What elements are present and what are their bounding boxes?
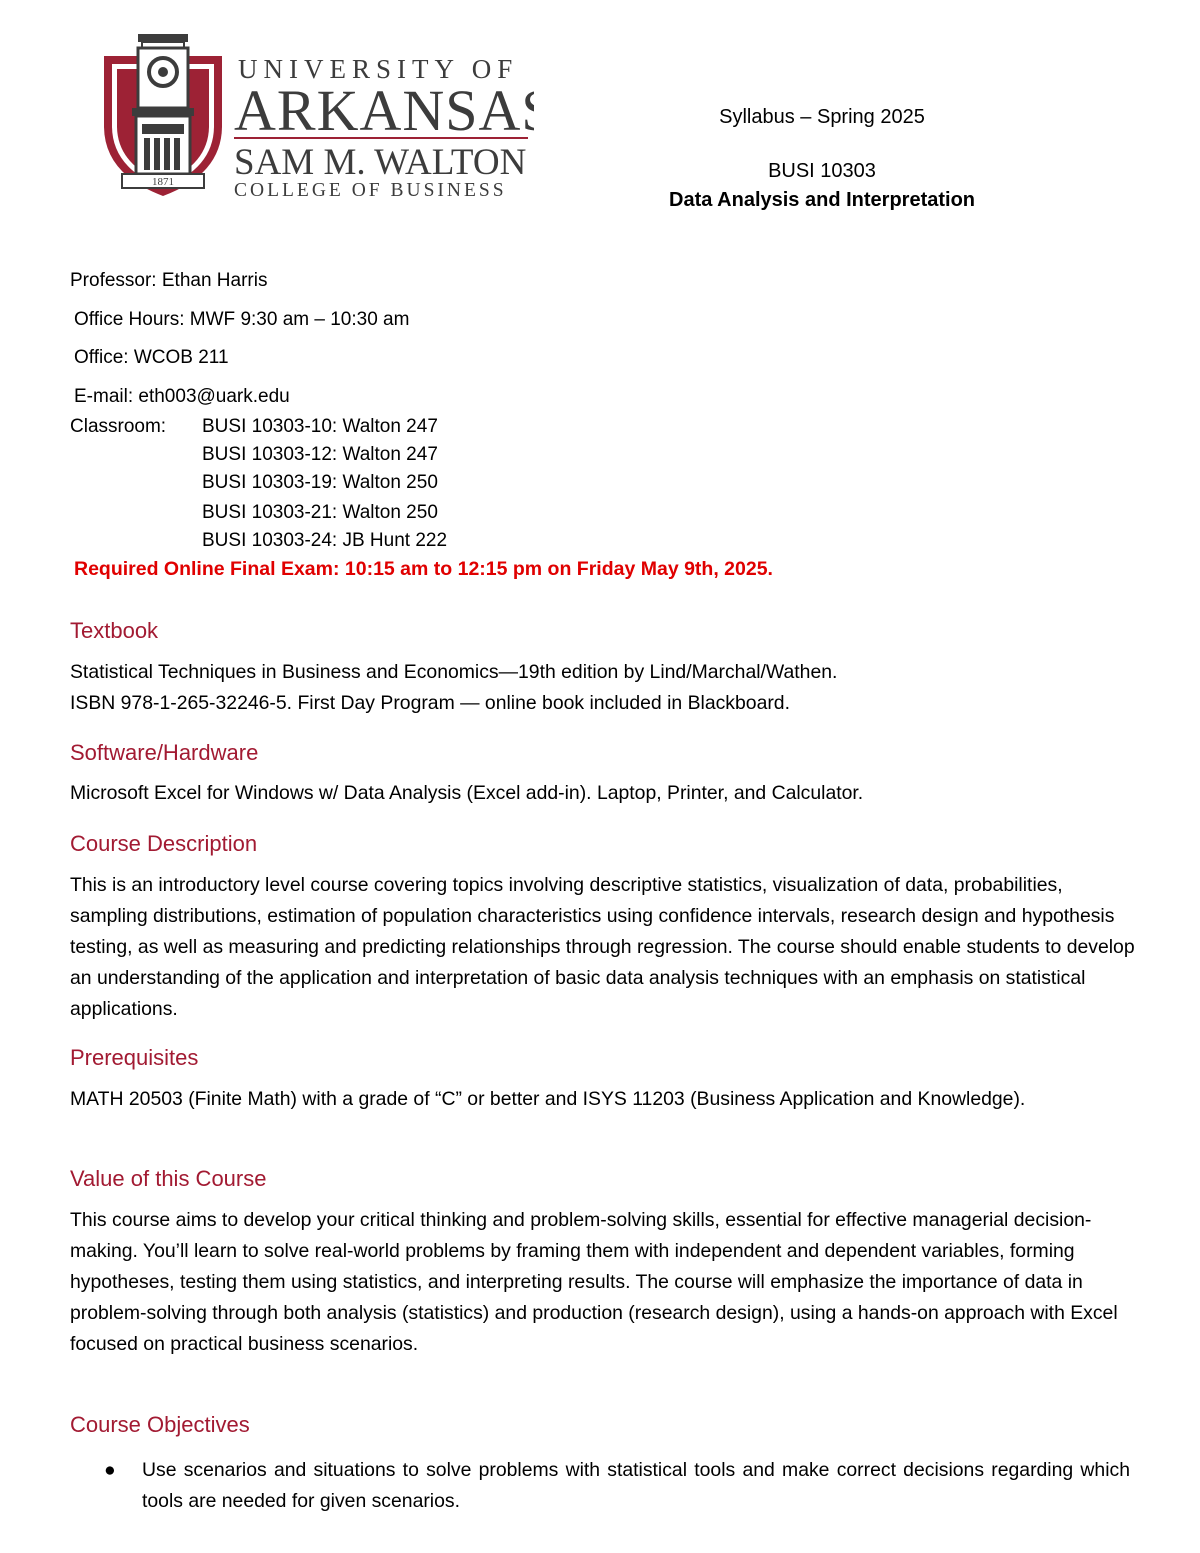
section-heading-software: Software/Hardware <box>70 740 259 765</box>
value-text: This course aims to develop your critical thinking and problem-solving skills, essential for effective managerial decision-making. You’ll learn to solve real-world problems by framing them with independent and dependent variables, forming hypotheses, testing them using statistics, and interpreting results. The course will emphasize the importance of data in problem-solving through both analysis (statistics) and production (research design), using a hands-on approach with Excel focused on practical business scenarios. <box>70 1209 1118 1355</box>
logo-line-university-of: UNIVERSITY OF <box>238 54 519 84</box>
course-code: BUSI 10303 <box>768 160 876 182</box>
classroom-item: BUSI 10303-21: Walton 250 <box>202 502 438 523</box>
logo-line-arkansas: ARKANSAS <box>234 78 534 143</box>
classroom-item: BUSI 10303-12: Walton 247 <box>202 444 438 465</box>
classroom-item: BUSI 10303-19: Walton 250 <box>202 472 438 493</box>
section-heading-course-objectives: Course Objectives <box>70 1412 250 1437</box>
prerequisites-text: MATH 20503 (Finite Math) with a grade of “C” or better and ISYS 11203 (Business Application and Knowledge). <box>70 1088 1026 1110</box>
course-title: Data Analysis and Interpretation <box>669 189 975 211</box>
section-heading-textbook: Textbook <box>70 618 159 643</box>
logo-line-college-of-business: COLLEGE OF BUSINESS <box>234 180 507 200</box>
software-text: Microsoft Excel for Windows w/ Data Analysis (Excel add-in). Laptop, Printer, and Calculator. <box>70 782 864 804</box>
office: Office: WCOB 211 <box>74 347 229 368</box>
classroom-item: BUSI 10303-24: JB Hunt 222 <box>202 530 448 551</box>
section-heading-value: Value of this Course <box>70 1166 267 1191</box>
syllabus-term: Syllabus – Spring 2025 <box>719 106 925 128</box>
logo-line-sam-m-walton: SAM M. WALTON <box>234 142 527 183</box>
office-hours: Office Hours: MWF 9:30 am – 10:30 am <box>74 309 410 330</box>
course-description-text: This is an introductory level course covering topics involving descriptive statistics, visualization of data, probabilities, sampling distributions, estimation of population characteristics using confidence intervals, research design and hypothesis testing, as well as measuring and predicting relationships through regression. The course should enable students to develop an understanding of the application and interpretation of basic data analysis techniques with an emphasis on statistical applications. <box>70 874 1135 1020</box>
email: E-mail: eth003@uark.edu <box>74 386 290 407</box>
university-logo <box>104 34 534 200</box>
logo-year: 1871 <box>152 176 174 188</box>
objective-list-item <box>70 1455 1130 1517</box>
objective-text: Use scenarios and situations to solve problems with statistical tools and make correct decisions regarding which tools are needed for given scenarios. <box>142 1459 1130 1512</box>
final-exam-notice: Required Online Final Exam: 10:15 am to 12:15 pm on Friday May 9th, 2025. <box>74 558 773 580</box>
textbook-line: ISBN 978-1-265-32246-5. First Day Program — online book included in Blackboard. <box>70 692 790 714</box>
old-main-shield-icon <box>104 34 534 200</box>
classroom-label: Classroom: <box>70 416 167 437</box>
section-heading-course-description: Course Description <box>70 831 258 856</box>
textbook-line: Statistical Techniques in Business and Economics—19th edition by Lind/Marchal/Wathen. <box>70 661 838 683</box>
classroom-item: BUSI 10303-10: Walton 247 <box>202 416 438 437</box>
professor: Professor: Ethan Harris <box>70 270 268 291</box>
bullet-icon: ● <box>104 1459 116 1481</box>
section-heading-prerequisites: Prerequisites <box>70 1045 199 1070</box>
